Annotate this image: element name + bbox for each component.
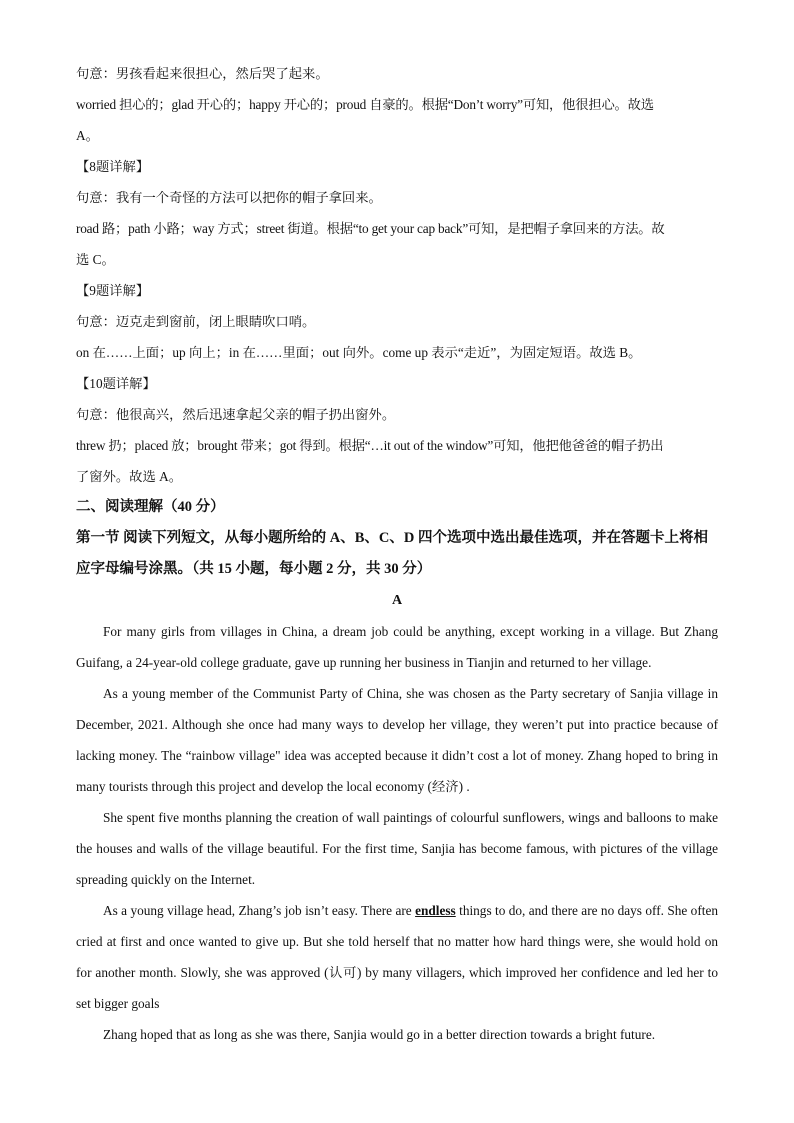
- passage-paragraph-4: [76, 895, 718, 1019]
- passage-paragraph-4-before: As a young village head, Zhang’s job isn’t easy. There are: [103, 903, 416, 918]
- q8-analysis-line2: 选 C。: [76, 252, 115, 267]
- q8-analysis-line1: road 路；path 小路；way 方式；street 街道。根据“to get your cap back”可知，是把帽子拿回来的方法。故: [76, 221, 665, 236]
- q7-analysis-line2: A。: [76, 128, 99, 143]
- passage-paragraph-5: Zhang hoped that as long as she was there, Sanjia would go in a better direction towards a bright future.: [103, 1027, 656, 1042]
- passage-paragraph-1: For many girls from villages in China, a dream job could be anything, except working in a village. But Zhang Guifang, a 24-year-old college graduate, gave up running her business in Tianjin and returned to her village.: [76, 624, 718, 670]
- passage-label: A: [391, 593, 403, 608]
- q9-meaning: 句意：迈克走到窗前，闭上眼睛吹口哨。: [76, 314, 316, 329]
- q10-meaning: 句意：他很高兴，然后迅速拿起父亲的帽子扔出窗外。: [76, 407, 396, 422]
- q7-meaning: 句意：男孩看起来很担心，然后哭了起来。: [76, 66, 329, 81]
- underlined-word-endless: endless: [415, 903, 456, 918]
- q10-header: 【10题详解】: [76, 376, 156, 391]
- q9-analysis: on 在……上面；up 向上；in 在……里面；out 向外。come up 表示“走近”，为固定短语。故选 B。: [76, 345, 642, 360]
- section-instruction: 第一节 阅读下列短文，从每小题所给的 A、B、C、D 四个选项中选出最佳选项，并在答题卡上将相应字母编号涂黑。（共 15 小题，每小题 2 分，共 30 分）: [76, 530, 708, 577]
- passage-paragraph-4-after: things to do, and there are no days off. She often cried at first and once wanted to give up. But she told herself that no matter how hard things were, she would hold on for another month. Slowly, she was approved (认可) by many villagers, which improved her confidence and led her to set bigger goals: [76, 903, 718, 1011]
- document-page: [76, 58, 718, 1050]
- q8-header: 【8题详解】: [76, 159, 150, 174]
- q10-analysis-line1: threw 扔；placed 放；brought 带来；got 得到。根据“…it out of the window”可知，他把他爸爸的帽子扔出: [76, 438, 664, 453]
- passage-paragraph-2: As a young member of the Communist Party of China, she was chosen as the Party secretary of Sanjia village in December, 2021. Although she once had many ways to develop her village, they weren’t put into practice because of lacking money. The “rainbow village" idea was accepted because it didn’t cost a lot of money. Zhang hoped to bring in many tourists through this project and develop the local economy (经济) .: [76, 686, 718, 794]
- q8-meaning: 句意：我有一个奇怪的方法可以把你的帽子拿回来。: [76, 190, 382, 205]
- q9-header: 【9题详解】: [76, 283, 150, 298]
- q7-analysis-line1: worried 担心的；glad 开心的；happy 开心的；proud 自豪的。根据“Don’t worry”可知，他很担心。故选: [76, 97, 654, 112]
- q10-analysis-line2: 了窗外。故选 A。: [76, 469, 183, 484]
- section-title: 二、阅读理解（40 分）: [76, 499, 225, 515]
- passage-paragraph-3: She spent five months planning the creation of wall paintings of colourful sunflowers, wings and balloons to make the houses and walls of the village beautiful. For the first time, Sanjia has become famous, with pictures of the village spreading quickly on the Internet.: [76, 810, 718, 887]
